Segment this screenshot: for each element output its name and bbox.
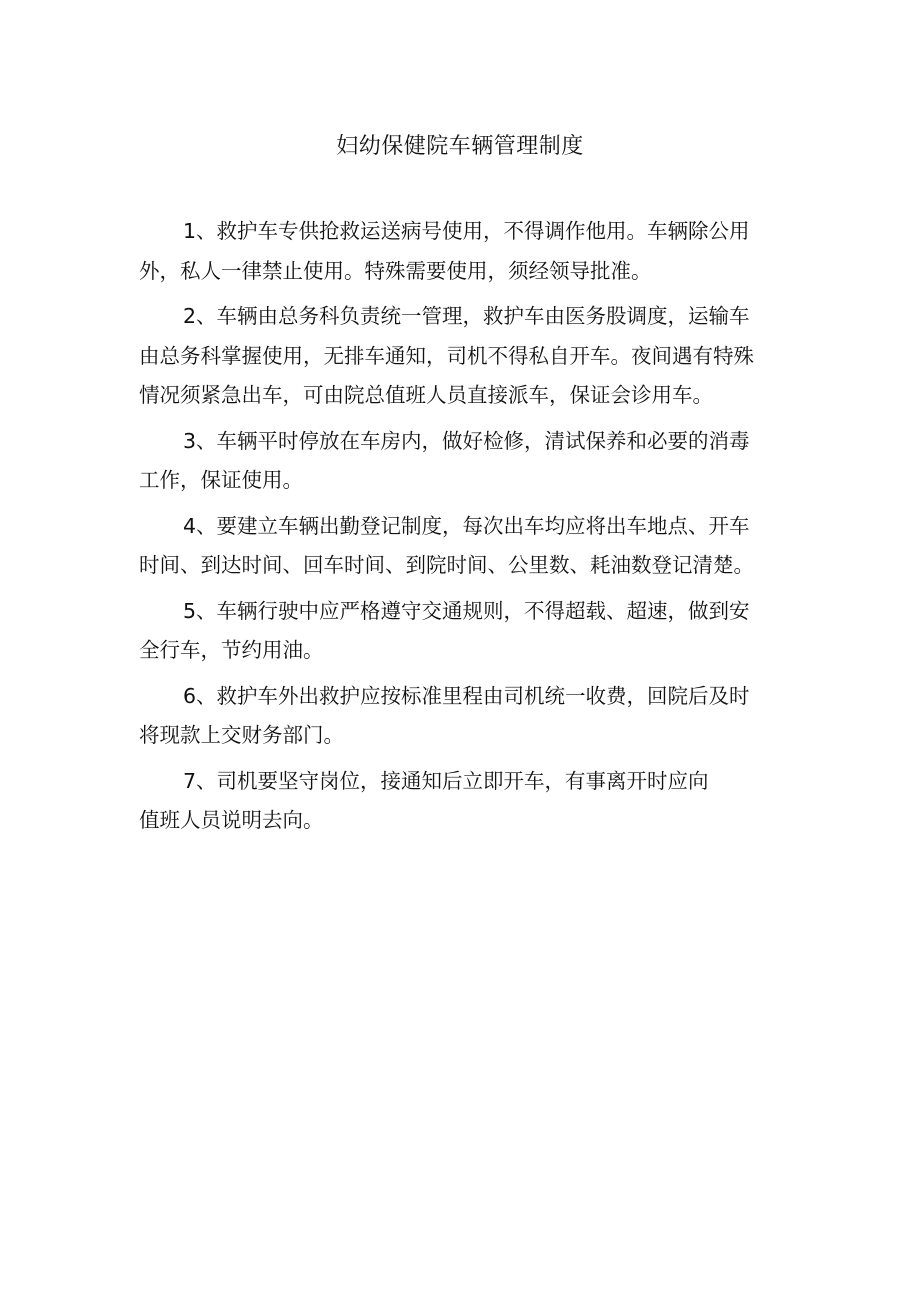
paragraph-line: 4、要建立车辆出勤登记制度，每次出车均应将出车地点、开车 [183,513,750,538]
paragraph-line: 时间、到达时间、回车时间、到院时间、公里数、耗油数登记清楚。 [139,553,754,577]
paragraph-line: 工作，保证使用。 [139,468,303,492]
rule-paragraph-1 [139,212,789,291]
paragraph-line: 7、司机要坚守岗位，接通知后立即开车，有事离开时应向 [183,768,709,793]
paragraph-line: 3、车辆平时停放在车房内，做好检修，清试保养和必要的消毒 [183,428,750,453]
paragraph-line: 2、车辆由总务科负责统一管理，救护车由医务股调度，运输车 [183,304,750,328]
paragraph-line: 由总务科掌握使用，无排车通知，司机不得私自开车。夜间遇有特殊 [139,343,754,368]
rule-paragraph-7 [139,762,789,841]
document-title: 妇幼保健院车辆管理制度 [336,134,584,159]
paragraph-line: 值班人员说明去向。 [139,808,324,832]
rule-paragraph-2 [139,297,789,416]
paragraph-line: 1、救护车专供抢救运送病号使用，不得调作他用。车辆除公用 [183,219,750,243]
paragraph-line: 情况须紧急出车，可由院总值班人员直接派车，保证会诊用车。 [139,383,713,407]
rule-paragraph-3 [139,422,789,501]
rule-paragraph-4 [139,507,789,586]
paragraph-line: 6、救护车外出救护应按标准里程由司机统一收费，回院后及时 [183,683,750,708]
paragraph-line: 外，私人一律禁止使用。特殊需要使用，须经领导批准。 [139,258,652,283]
paragraph-line: 5、车辆行驶中应严格遵守交通规则，不得超载、超速，做到安 [183,598,750,623]
rule-paragraph-6 [139,677,789,756]
paragraph-line: 全行车，节约用油。 [139,638,324,662]
rule-paragraph-5 [139,592,789,671]
paragraph-line: 将现款上交财务部门。 [139,723,344,747]
document-body [139,212,789,847]
